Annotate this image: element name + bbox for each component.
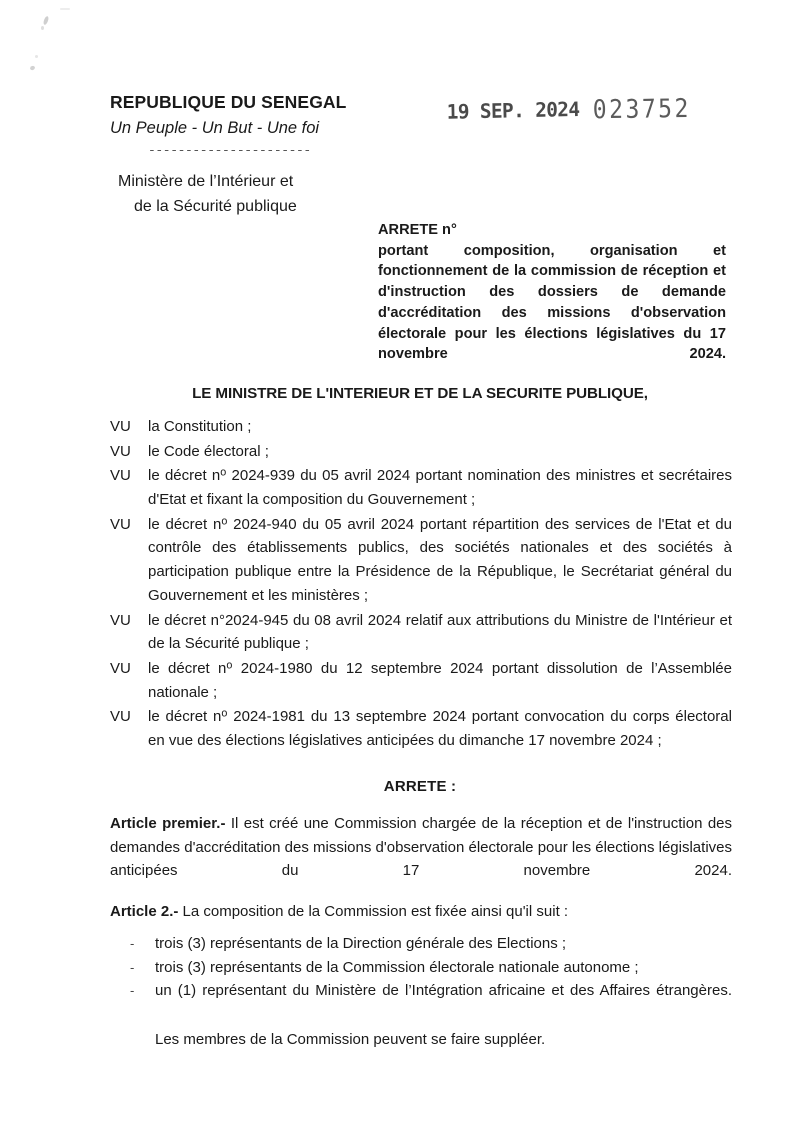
- national-motto: Un Peuple - Un But - Une foi: [110, 118, 320, 137]
- article-premier-label: Article premier.-: [110, 815, 226, 832]
- vu-clause: [110, 657, 732, 704]
- list-item-text: trois (3) représentants de la Commission électorale nationale autonome ;: [155, 958, 639, 976]
- list-item: [130, 979, 732, 1026]
- bullet-dash: -: [130, 959, 135, 975]
- vu-clause-text: le décret $n^o$ 2024-940 du 05 avril 2024 portant répartition des services de l'Etat et du contrôle des établissements publics, des sociétés nationales et des sociétés à participation publique entre la Présidence de la République, le Secrétariat général du Gouvernement et les ministères ;: [148, 515, 732, 604]
- vu-clause-list: [110, 415, 732, 754]
- vu-label: VU: [110, 515, 131, 533]
- ministry-line-1: Ministère de l’Intérieur et: [118, 173, 294, 191]
- list-item-text: trois (3) représentants de la Direction générale des Elections ;: [155, 935, 567, 952]
- scan-speck: [43, 16, 50, 26]
- scan-speck: [35, 55, 38, 58]
- vu-label: VU: [110, 442, 131, 460]
- article-2-text: La composition de la Commission est fixée ainsi qu'il suit :: [178, 903, 569, 920]
- vu-label: VU: [110, 659, 131, 677]
- vu-clause: [110, 415, 732, 439]
- vu-clause-text: le décret $n^o$ 2024-939 du 05 avril 2024 portant nomination des ministres et secrétaires d'Etat et fixant la composition du Gouvernement ;: [148, 466, 732, 509]
- list-item: [130, 956, 732, 980]
- composition-note: Les membres de la Commission peuvent se faire suppléer.: [155, 1030, 546, 1048]
- vu-label: VU: [110, 418, 131, 435]
- article-2-label: Article 2.-: [110, 903, 179, 920]
- ministry-name: [118, 170, 440, 220]
- vu-clause: [110, 609, 732, 656]
- masthead-separator: ----------------------: [148, 144, 311, 157]
- bullet-dash: -: [130, 936, 135, 951]
- article-premier: [110, 812, 732, 907]
- bullet-dash: -: [130, 983, 135, 999]
- list-item: [130, 932, 732, 956]
- vu-clause-text: le décret n°2024-945 du 08 avril 2024 relatif aux attributions du Ministre de l'Intérieur et de la Sécurité publique ;: [148, 611, 732, 653]
- scan-speck: [29, 65, 35, 71]
- registration-stamp: [446, 94, 692, 125]
- vu-clause: [110, 464, 732, 511]
- vu-clause-text: la Constitution ;: [148, 418, 252, 435]
- republic-title: REPUBLIQUE DU SENEGAL: [110, 92, 347, 112]
- article-premier-text: Il est créé une Commission chargée de la réception et de l'instruction des demandes d'accréditation des missions d'observation électorale pour les élections législatives anticipées du 17 novembre 2024.: [110, 815, 733, 880]
- vu-clause-text: le décret $n^o$ 2024-1980 du 12 septembre 2024 portant dissolution de l’Assemblée nationale ;: [148, 659, 732, 701]
- commission-composition-list: [130, 932, 732, 1051]
- scan-speck: [60, 8, 70, 10]
- vu-label: VU: [110, 708, 131, 726]
- stamp-serial-number: 023752: [592, 94, 692, 125]
- article-2: [110, 900, 732, 924]
- list-item-text: un (1) représentant du Ministère de l’Intégration africaine et des Affaires étrangères.: [155, 982, 732, 1000]
- decides-label: ARRETE :: [383, 778, 457, 795]
- masthead: [110, 92, 440, 220]
- vu-label: VU: [110, 467, 131, 485]
- arrete-subject: portant composition, organisation et fonctionnement de la commission de réception et d'instruction des dossiers de demande d'accréditation des missions d'observation électorale pour les élections législatives du 17 novembre 2024.: [378, 242, 726, 363]
- ministry-line-2: de la Sécurité publique: [134, 198, 297, 216]
- vu-clause: [110, 513, 732, 608]
- arrete-title-block: [378, 220, 726, 386]
- vu-clause-text: le décret $n^o$ 2024-1981 du 13 septembre 2024 portant convocation du corps électoral en vue des élections législatives anticipées du dimanche 17 novembre 2024 ;: [148, 707, 732, 749]
- vu-clause-text: le Code électoral ;: [148, 442, 269, 460]
- vu-label: VU: [110, 611, 131, 629]
- vu-clause: [110, 705, 732, 752]
- vu-clause: [110, 440, 732, 464]
- stamp-date: 19 SEP. 2024: [446, 98, 580, 124]
- scan-speck: [41, 26, 44, 30]
- arrete-number-label: ARRETE n°: [378, 222, 457, 238]
- minister-heading: LE MINISTRE DE L'INTERIEUR ET DE LA SECURITE PUBLIQUE,: [192, 385, 648, 402]
